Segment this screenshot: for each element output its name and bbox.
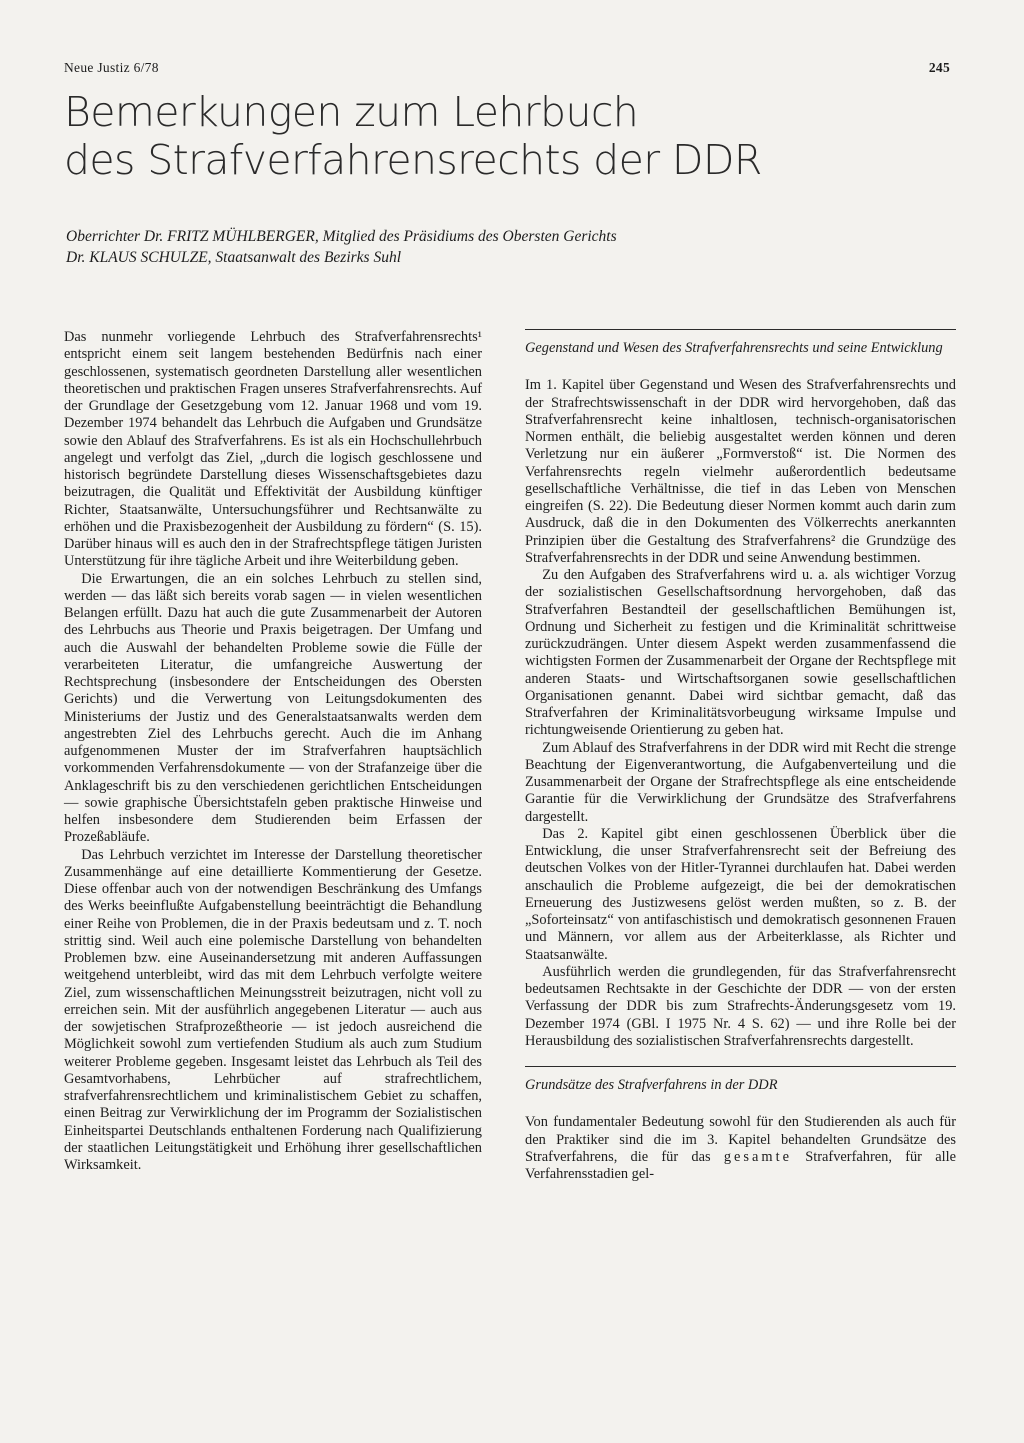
body-paragraph: Das nunmehr vorliegende Lehrbuch des Strafverfahrensrechts¹ entspricht einem seit langem bestehenden Bedürfnis nach einer geschlossenen, systematisch geordneten Darstellung aller wesentlichen theoretischen und praktischen Fragen unseres Strafverfahrensrechts. Auf der Grundlage der Gesetzgebung vom 12. Januar 1968 und vom 19. Dezember 1974 behandelt das Lehrbuch die Aufgaben und Grundsätze sowie den Ablauf des Strafverfahrens. Es ist als ein Hochschullehrbuch angelegt und verfolgt das Ziel, „durch die logisch geschlossene und historisch begründete Darstellung dieses Wissenschaftsgebietes dazu beizutragen, die Qualität und Effektivität der Ausbildung künftiger Richter, Staatsanwälte, Untersuchungsführer und Rechtsanwälte zu erhöhen und die Praxisbezogenheit der Ausbildung zu fördern“ (S. 15). Darüber hinaus will es auch den in der Strafrechtspflege tätigen Juristen Unterstützung für ihre tägliche Arbeit und ihre Weiterbildung geben. <box>64 329 482 570</box>
body-paragraph: Zum Ablauf des Strafverfahrens in der DDR wird mit Recht die strenge Beachtung der Eigenverantwortung, die Aufgabenverteilung und die Zusammenarbeit der Organe der Strafrechtspflege als eine entscheidende Garantie für die Verwirklichung der Grundsätze des Strafverfahrens dargestellt. <box>525 739 956 825</box>
body-text: Von fundamentaler Bedeutung sowohl für den Studierenden als auch für den Praktiker sind die im 3. Kapitel behandelten Grundsätze des Strafverfahrens, die für das <box>525 1114 956 1165</box>
section-heading-subject: Gegenstand und Wesen des Strafverfahrensrechts und seine Entwicklung <box>525 329 956 367</box>
page-number: 245 <box>928 60 950 75</box>
article-title <box>64 88 824 184</box>
author-1: Oberrichter Dr. FRITZ MÜHLBERGER, Mitglied des Präsidiums des Obersten Gerichts <box>66 228 617 245</box>
body-paragraph: Die Erwartungen, die an ein solches Lehrbuch zu stellen sind, werden — das läßt sich bereits vorab sagen — in vielen wesentlichen Belangen erfüllt. Dazu hat auch die gute Zusammenarbeit der Autoren des Lehrbuchs aus Theorie und Praxis beigetragen. Der Umfang und auch die Auswahl der behandelten Probleme sowie die Fülle der verarbeiteten Literatur, die umfangreiche Auswertung der Rechtsprechung (insbesondere der Entscheidungen des Obersten Gerichts) und die Verwertung von Leitungsdokumenten des Ministeriums der Justiz und des Generalstaatsanwalts werden dem angestrebten Ziel des Lehrbuchs gerecht. Auch die im Anhang aufgenommenen Muster der im Strafverfahren hauptsächlich vorkommenden Verfahrensdokumente — von der Strafanzeige über die Anklageschrift bis zu den verschiedenen gerichtlichen Entscheidungen — sowie graphische Übersichtstafeln geben praktische Hinweise und helfen insbesondere dem Studierenden beim Erfassen der Prozeßabläufe. <box>64 570 482 846</box>
left-column <box>64 329 482 1174</box>
author-byline <box>66 226 926 268</box>
author-2: Dr. KLAUS SCHULZE, Staatsanwalt des Bezirks Suhl <box>66 249 402 266</box>
section-heading-principles: Grundsätze des Strafverfahrens in der DDR <box>525 1066 956 1104</box>
article-title-line-1: Bemerkungen zum Lehrbuch <box>64 88 639 136</box>
body-paragraph <box>525 1114 956 1183</box>
body-paragraph: Zu den Aufgaben des Strafverfahrens wird u. a. als wichtiger Vorzug der sozialistischen Gesellschaftsordnung hervorgehoben, daß das Strafverfahren Bestandteil der gesellschaftlichen Bemühungen ist, Ordnung und Sicherheit zu festigen und die Kriminalität schrittweise zurückzudrängen. Unter diesem Aspekt werden zusammenfassend die wichtigsten Formen der Zusammenarbeit der Organe der Rechtspflege mit anderen Staats- und Wirtschaftsorganen sowie gesellschaftlichen Organisationen genannt. Dabei wird sichtbar gemacht, daß das Strafverfahren der Kriminalitätsvorbeugung wirksame Impulse und richtungweisende Orientierung zu geben hat. <box>525 567 956 739</box>
body-paragraph: Im 1. Kapitel über Gegenstand und Wesen des Strafverfahrensrechts und der Strafrechtswissenschaft in der DDR wird hervorgehoben, daß das Strafverfahrensrecht keine inhaltlosen, technisch-organisatorischen Normen enthält, die beliebig ausgestaltet werden können und deren Verletzung nur ein äußerer „Formverstoß“ ist. Die Normen des Verfahrensrechts regeln vielmehr außerordentlich bedeutsame gesellschaftliche Verhältnisse, die tief in das Leben von Menschen eingreifen (S. 22). Die Bedeutung dieser Normen kommt auch darin zum Ausdruck, daß die in den Dokumenten des Völkerrechts anerkannten Prinzipien über die Gestaltung des Strafverfahrens² die Grundzüge des Strafverfahrensrechts in der DDR und seine Anwendung bestimmen. <box>525 377 956 566</box>
body-text: Strafverfahren, für alle Verfahrensstadien gel- <box>525 1148 956 1182</box>
journal-issue: Neue Justiz 6/78 <box>64 60 159 75</box>
running-head <box>64 60 950 78</box>
body-paragraph: Das Lehrbuch verzichtet im Interesse der Darstellung theoretischer Zusammenhänge auf eine detaillierte Kommentierung der Gesetze. Diese offenbar auch von der notwendigen Beschränkung des Umfangs des Werks beeinflußte Aufgabenstellung beeinträchtigt die Behandlung einer Reihe von Problemen, die in der Praxis bedeutsam und z. T. noch strittig sind. Weil auch eine polemische Darstellung von behandelten Problemen bzw. eine Auseinandersetzung mit anderen Auffassungen weitgehend unterbleibt, wird das mit dem Lehrbuch verfolgte weitere Ziel, zum wissenschaftlichen Meinungsstreit beizutragen, nicht voll zu erreichen sein. Mit der ausführlich angegebenen Literatur — auch aus der sowjetischen Strafprozeßtheorie — ist jedoch ausreichend die Möglichkeit sowohl zum vertiefenden Studium als auch zum Studium weiterer Probleme gegeben. Insgesamt leistet das Lehrbuch als Teil des Gesamtvorhabens, Lehrbücher auf strafrechtlichem, strafverfahrensrechtlichem und kriminalistischem Gebiet zu schaffen, einen Beitrag zur Verwirklichung der im Programm der Sozialistischen Einheitspartei Deutschlands enthaltenen Forderung nach Qualifizierung der staatlichen Leitungstätigkeit und Erhöhung ihrer gesellschaftlichen Wirksamkeit. <box>64 846 482 1173</box>
article-title-line-2: des Strafverfahrensrechts der DDR <box>64 136 762 184</box>
body-paragraph: Das 2. Kapitel gibt einen geschlossenen Überblick über die Entwicklung, die unser Strafverfahrensrecht seit der Befreiung des deutschen Volkes von der Hitler-Tyrannei durchlaufen hat. Dabei werden anschaulich die Probleme aufgezeigt, die bei der demokratischen Erneuerung des Justizwesens gelöst werden mußten, so z. B. der „Soforteinsatz“ von antifaschistisch und demokratisch gesonnenen Frauen und Männern, vor allem aus der Arbeiterklasse, als Richter und Staatsanwälte. <box>525 825 956 963</box>
body-paragraph: Ausführlich werden die grundlegenden, für das Strafverfahrensrecht bedeutsamen Rechtsakte in der Geschichte der DDR — von der ersten Verfassung der DDR bis zum Strafrechts-Änderungsgesetz vom 19. Dezember 1974 (GBl. I 1975 Nr. 4 S. 62) — und ihre Rolle bei der Herausbildung des sozialistischen Strafverfahrensrechts dargestellt. <box>525 963 956 1049</box>
right-column <box>525 329 956 1183</box>
emphasized-word: gesamte <box>723 1148 792 1165</box>
